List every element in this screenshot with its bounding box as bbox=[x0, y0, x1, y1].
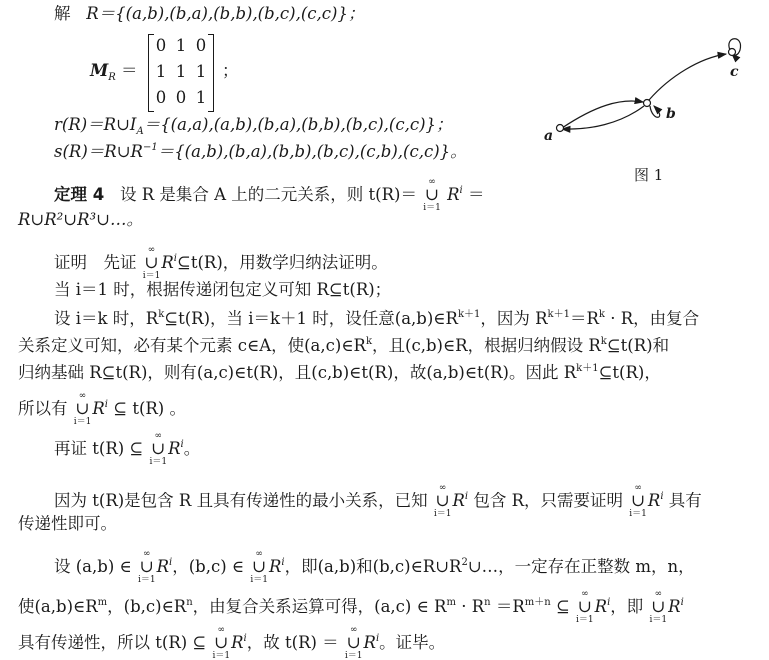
text: 具有 bbox=[668, 491, 702, 510]
sup: m bbox=[446, 597, 456, 608]
text: R bbox=[594, 597, 608, 616]
proof-text: ⊆t(R)，用数学归纳法证明。 bbox=[177, 253, 388, 272]
union-symbol: ∪ bbox=[252, 557, 267, 577]
union-operator bbox=[576, 590, 594, 625]
text: 。 bbox=[183, 439, 201, 458]
union-top-limit: ∞ bbox=[438, 483, 447, 493]
text: R bbox=[92, 399, 105, 418]
matrix-cell: 1 bbox=[175, 62, 187, 81]
node-b-label: b bbox=[666, 106, 676, 122]
text: ，(b,c)∈R bbox=[107, 597, 187, 616]
union-operator bbox=[138, 550, 156, 585]
relation-matrix bbox=[148, 34, 214, 110]
union-bottom-limit: i＝1 bbox=[250, 575, 268, 585]
sup: k bbox=[598, 309, 605, 320]
text: 所以有 bbox=[18, 399, 68, 418]
sup: i bbox=[680, 597, 684, 608]
node-a-label: a bbox=[544, 128, 554, 144]
reflexive-closure-line bbox=[54, 115, 453, 137]
solution-line-R bbox=[54, 6, 364, 23]
sup: i bbox=[660, 491, 664, 502]
sup: i bbox=[607, 597, 611, 608]
union-operator bbox=[629, 484, 647, 519]
text: 使(a,b)∈R bbox=[18, 597, 98, 616]
union-bottom-limit: i＝1 bbox=[73, 417, 92, 427]
relation-graph-figure bbox=[540, 36, 769, 186]
sup: i bbox=[464, 491, 469, 502]
theorem-label: 定理 4 bbox=[54, 185, 105, 204]
union-operator bbox=[74, 392, 92, 427]
sup: k bbox=[365, 336, 373, 347]
text: ＝R bbox=[490, 597, 525, 616]
union-top-limit: ∞ bbox=[217, 625, 226, 635]
text: ，(b,c) ∈ bbox=[172, 557, 245, 576]
sup: n bbox=[484, 597, 491, 608]
sup: i bbox=[180, 439, 184, 450]
union-top-limit: ∞ bbox=[349, 625, 358, 635]
proof-line-9: 传递性即可。 bbox=[18, 514, 117, 533]
proof-line-10 bbox=[54, 550, 695, 585]
text: R bbox=[452, 491, 465, 510]
union-top-limit: ∞ bbox=[634, 483, 642, 493]
union-symbol: ∪ bbox=[144, 253, 159, 273]
union-symbol: ∪ bbox=[651, 597, 666, 617]
sup: k＋1 bbox=[457, 309, 481, 320]
union-operator bbox=[434, 484, 452, 519]
theorem-sup-i: i bbox=[459, 185, 463, 196]
union-operator bbox=[213, 626, 231, 660]
symmetric-closure-sup: −1 bbox=[142, 142, 158, 153]
union-bottom-limit: i＝1 bbox=[423, 203, 441, 213]
symmetric-closure-set: ＝{(a,b),(b,a),(b,b),(b,c),(c,b),(c,c)}。 bbox=[157, 142, 467, 161]
text: 。证毕。 bbox=[379, 633, 446, 652]
proof-line-8 bbox=[54, 484, 702, 519]
matrix-symbol: M bbox=[90, 61, 109, 80]
union-symbol: ∪ bbox=[214, 633, 229, 653]
union-top-limit: ∞ bbox=[654, 589, 663, 599]
theorem-R: R bbox=[447, 185, 460, 204]
proof-line-4 bbox=[18, 338, 669, 355]
node-a bbox=[557, 125, 564, 132]
text: R bbox=[363, 633, 376, 652]
matrix-cell: 0 bbox=[155, 88, 167, 107]
union-top-limit: ∞ bbox=[581, 589, 589, 599]
text: ，即 bbox=[610, 597, 644, 616]
text: · R，由复合 bbox=[604, 309, 700, 328]
matrix-symbol-sub: R bbox=[108, 72, 116, 83]
union-bottom-limit: i＝1 bbox=[576, 615, 594, 625]
text: 因为 t(R)是包含 R 且具有传递性的最小关系，已知 bbox=[54, 491, 428, 510]
text: R bbox=[231, 633, 244, 652]
union-bottom-limit: i＝1 bbox=[137, 575, 156, 585]
text: R bbox=[168, 439, 181, 458]
union-operator bbox=[650, 590, 668, 625]
text: ，由复合关系运算可得，(a,c) ∈ R bbox=[192, 597, 447, 616]
union-bottom-limit: i＝1 bbox=[212, 651, 231, 660]
text: R bbox=[668, 597, 681, 616]
proof-line-2: 当 i＝1 时，根据传递闭包定义可知 R⊆t(R)； bbox=[54, 280, 392, 299]
matrix-cell: 0 bbox=[155, 36, 167, 55]
text: 再证 t(R) ⊆ bbox=[54, 439, 144, 458]
text: 归纳基础 R⊆t(R)，则有(a,c)∈t(R)，且(c,b)∈t(R)，故(a,b)∈t(R)。因此 R bbox=[18, 363, 577, 382]
text: ⊆t(R)，当 i＝k＋1 时，设任意(a,b)∈R bbox=[164, 309, 458, 328]
sup: i bbox=[169, 557, 173, 568]
union-top-limit: ∞ bbox=[255, 549, 263, 559]
text: ⊆t(R)和 bbox=[606, 336, 670, 355]
text: ⊆ bbox=[550, 597, 570, 616]
relation-R-definition: R＝{(a,b),(b,a),(b,b),(b,c),(c,c)}； bbox=[86, 4, 365, 23]
matrix-cell: 1 bbox=[195, 62, 207, 81]
sup: k bbox=[158, 309, 165, 320]
union-top-limit: ∞ bbox=[143, 549, 151, 559]
theorem-equals: ＝ bbox=[467, 185, 485, 204]
text: 设 (a,b) ∈ bbox=[54, 557, 132, 576]
union-symbol: ∪ bbox=[151, 439, 166, 459]
union-operator bbox=[143, 246, 161, 281]
symmetric-closure-head: s(R)＝R∪R bbox=[54, 142, 143, 161]
proof-line-11 bbox=[18, 590, 684, 625]
sup: i bbox=[375, 633, 380, 644]
proof-line-7 bbox=[54, 432, 200, 467]
union-bottom-limit: i＝1 bbox=[433, 509, 452, 519]
matrix-cell: 1 bbox=[155, 62, 167, 81]
union-bottom-limit: i＝1 bbox=[649, 615, 668, 625]
text: 具有传递性，所以 t(R) ⊆ bbox=[18, 633, 207, 652]
union-operator bbox=[250, 550, 268, 585]
text: 设 i＝k 时，R bbox=[54, 309, 159, 328]
union-top-limit: ∞ bbox=[147, 245, 156, 255]
sup: n bbox=[186, 597, 193, 608]
union-top-limit: ∞ bbox=[78, 391, 87, 401]
matrix-equals: ＝ bbox=[121, 61, 138, 80]
text: ，即(a,b)和(b,c)∈R∪R bbox=[284, 557, 462, 576]
union-operator bbox=[423, 178, 441, 213]
union-symbol: ∪ bbox=[346, 633, 361, 653]
union-symbol: ∪ bbox=[435, 491, 450, 511]
text: ，因为 R bbox=[480, 309, 548, 328]
union-bottom-limit: i＝1 bbox=[344, 651, 363, 660]
symmetric-closure-line bbox=[54, 144, 467, 161]
sup: k＋1 bbox=[547, 309, 570, 320]
text: ⊆t(R)， bbox=[598, 363, 661, 382]
text: 关系定义可知，必有某个元素 c∈A，使(a,c)∈R bbox=[18, 336, 366, 355]
union-top-limit: ∞ bbox=[428, 177, 436, 187]
proof-line-6 bbox=[18, 392, 186, 427]
sup: i bbox=[281, 557, 285, 568]
theorem-line-1 bbox=[54, 178, 484, 213]
sup: m＋n bbox=[524, 597, 551, 608]
proof-sup-i: i bbox=[173, 253, 177, 264]
union-bottom-limit: i＝1 bbox=[142, 271, 161, 281]
text: ，故 t(R) ＝ bbox=[246, 633, 339, 652]
sup: 2 bbox=[461, 557, 468, 568]
text: · R bbox=[455, 597, 485, 616]
solution-label: 解 bbox=[54, 4, 71, 23]
loop-b bbox=[650, 106, 660, 117]
matrix-cell: 0 bbox=[195, 36, 207, 55]
sup: k＋1 bbox=[576, 363, 599, 374]
node-c bbox=[729, 49, 736, 56]
text: ，且(c,b)∈R，根据归纳假设 R bbox=[372, 336, 601, 355]
matrix-cell: 1 bbox=[175, 36, 187, 55]
proof-intro: 证明 先证 bbox=[54, 253, 137, 272]
proof-line-12 bbox=[18, 626, 445, 660]
reflexive-closure-sub: A bbox=[136, 126, 144, 137]
sup: k bbox=[600, 336, 607, 347]
matrix-cell: 1 bbox=[195, 88, 207, 107]
proof-R: R bbox=[161, 253, 174, 272]
edge-b-to-a bbox=[562, 106, 644, 129]
reflexive-closure-head: r(R)＝R∪I bbox=[54, 115, 137, 134]
theorem-text: 设 R 是集合 A 上的二元关系，则 t(R)＝ bbox=[119, 185, 417, 204]
proof-line-3 bbox=[54, 311, 699, 328]
reflexive-closure-set: ＝{(a,a),(a,b),(b,a),(b,b),(b,c),(c,c)}； bbox=[143, 115, 453, 134]
union-operator bbox=[150, 432, 168, 467]
figure-caption: 图 1 bbox=[634, 166, 664, 184]
proof-line-1 bbox=[54, 246, 388, 281]
text: R bbox=[156, 557, 170, 576]
union-operator bbox=[345, 626, 363, 660]
proof-line-5 bbox=[18, 365, 661, 382]
sup: i bbox=[104, 399, 108, 410]
union-bottom-limit: i＝1 bbox=[149, 457, 168, 467]
text: 包含 R，只需要证明 bbox=[473, 491, 624, 510]
union-symbol: ∪ bbox=[630, 491, 646, 511]
text: R bbox=[647, 491, 661, 510]
edge-b-to-c bbox=[649, 54, 726, 100]
text: R bbox=[268, 557, 282, 576]
sup: i bbox=[243, 633, 247, 644]
sup: m bbox=[97, 597, 108, 608]
matrix-label bbox=[90, 61, 138, 83]
theorem-line-2: R∪R²∪R³∪…。 bbox=[18, 210, 143, 229]
union-symbol: ∪ bbox=[577, 597, 592, 617]
text: ＝R bbox=[569, 309, 599, 328]
node-b bbox=[644, 100, 651, 107]
text: ∪…，一定存在正整数 m，n， bbox=[467, 557, 695, 576]
union-symbol: ∪ bbox=[424, 185, 440, 205]
matrix-cell: 0 bbox=[175, 88, 187, 107]
node-c-label: c bbox=[730, 64, 739, 80]
union-symbol: ∪ bbox=[75, 399, 90, 419]
union-bottom-limit: i＝1 bbox=[629, 509, 647, 519]
text: ⊆ t(R) 。 bbox=[113, 399, 186, 418]
union-top-limit: ∞ bbox=[154, 431, 163, 441]
union-symbol: ∪ bbox=[139, 557, 154, 577]
matrix-end: ； bbox=[222, 61, 239, 80]
